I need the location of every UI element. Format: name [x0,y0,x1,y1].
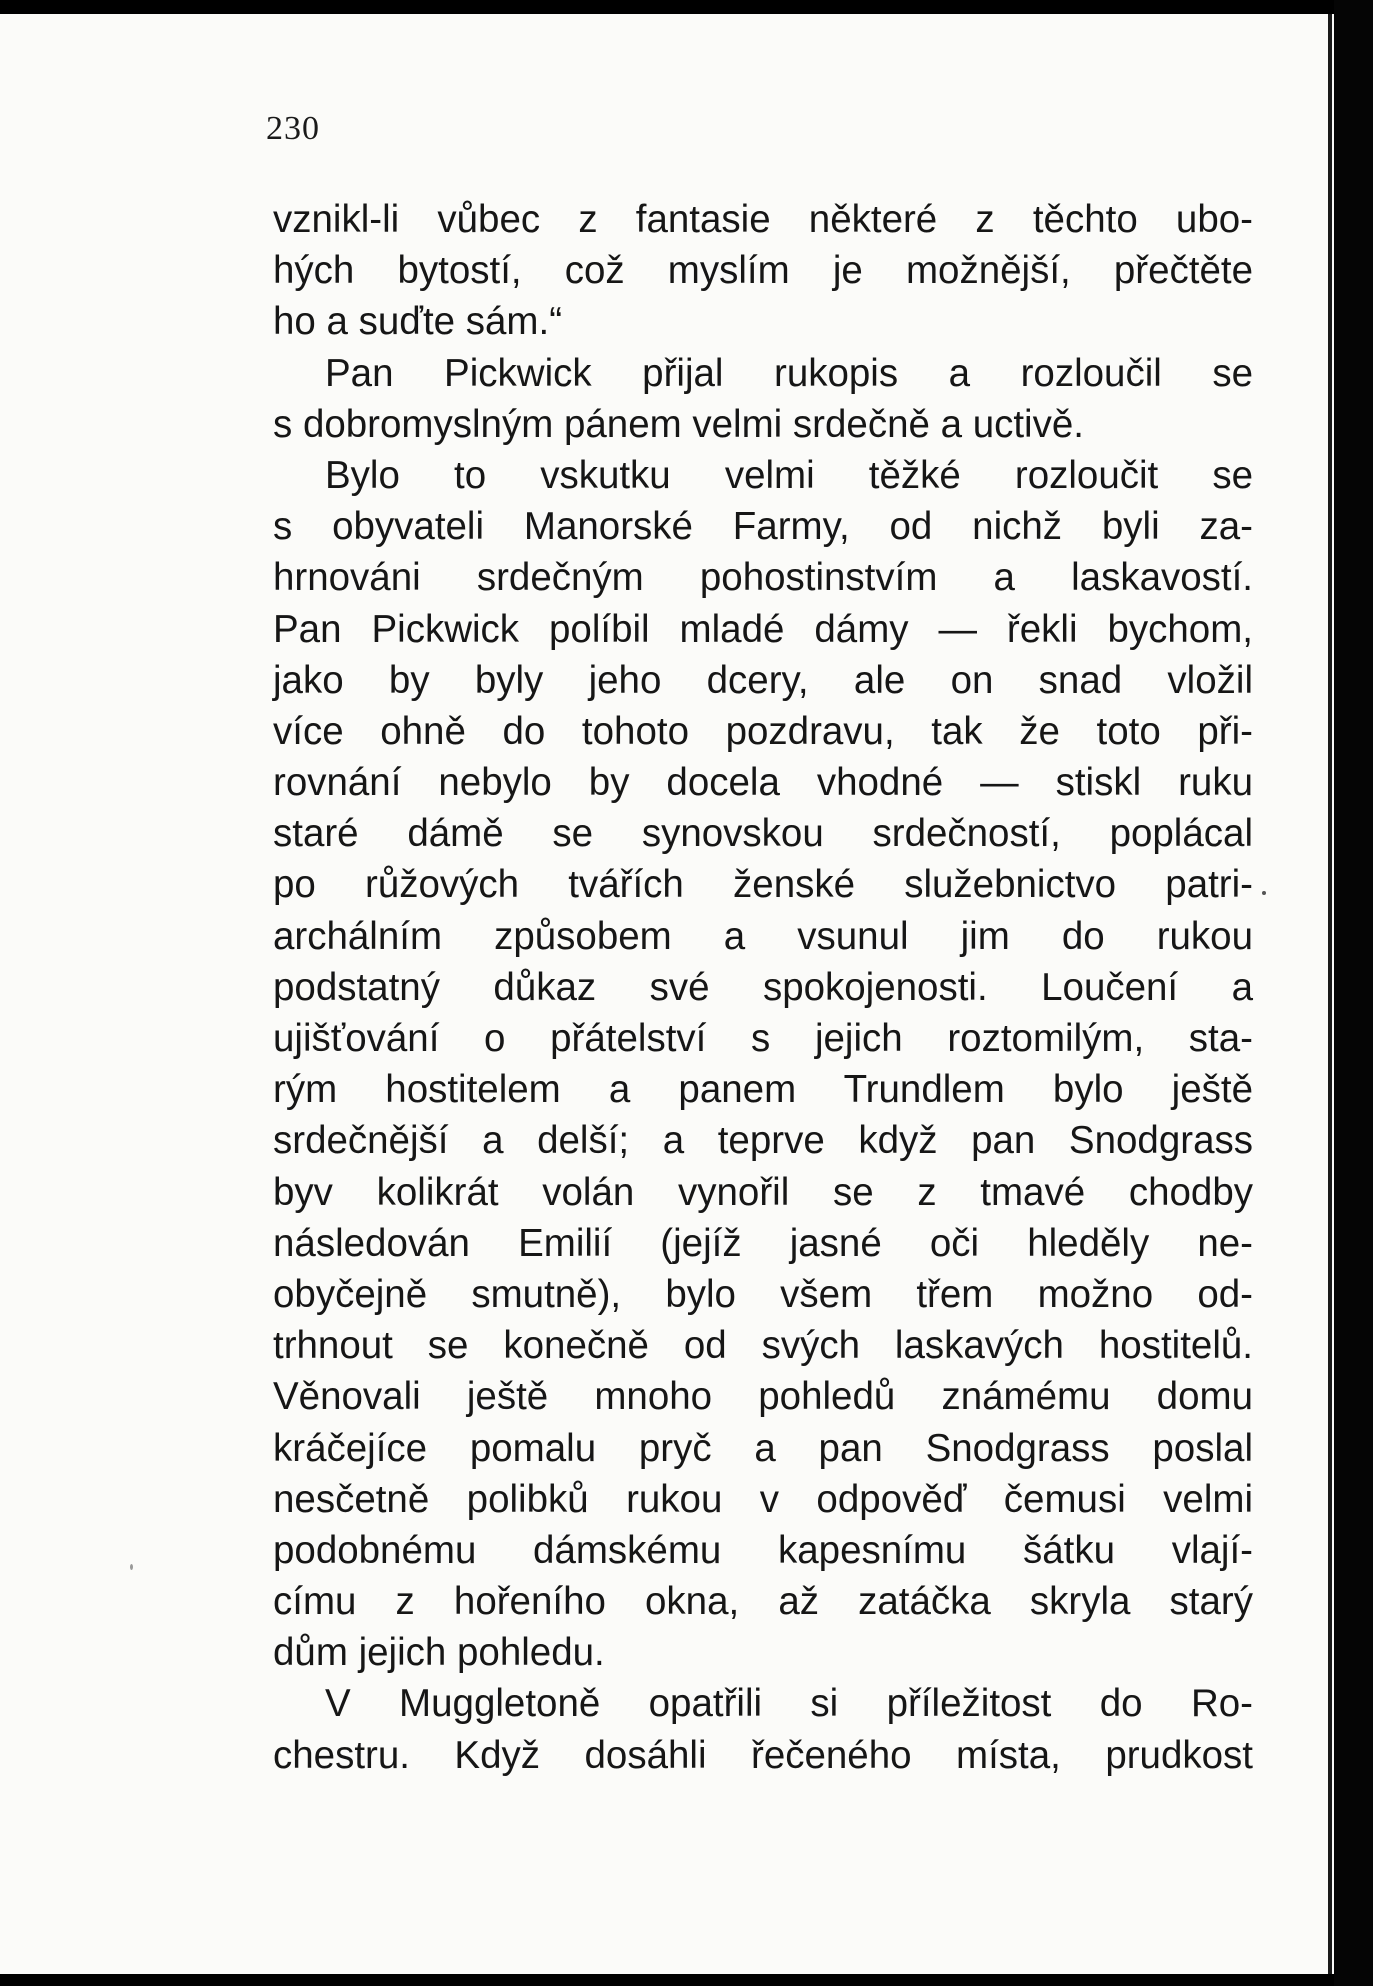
text-line: vznikl-li vůbec z fantasie některé z těchto ubo- [273,198,1253,241]
text-line: podstatný důkaz své spokojenosti. Loučení a [273,965,1253,1009]
text-line: V Muggletoně opatřili si příležitost do Ro- [325,1682,1253,1726]
text-line: Pan Pickwick přijal rukopis a rozloučil se [325,351,1253,395]
text-line: Věnovali ještě mnoho pohledů známému domu [273,1375,1253,1419]
scan-border-top [0,0,1373,14]
text-line: obyčejně smutně), bylo všem třem možno od- [273,1272,1253,1316]
text-line: následován Emilií (jejíž jasné oči hleděly ne- [273,1221,1253,1265]
text-line: dům jejich pohledu. [273,1631,605,1675]
body-text [273,194,1253,1781]
text-line: trhnout se konečně od svých laskavých hostitelů. [273,1324,1253,1368]
page-number: 230 [266,110,320,147]
text-line: podobnému dámskému kapesnímu šátku vlají- [273,1528,1253,1572]
paper-speck [130,1564,133,1570]
text-line: s dobromyslným pánem velmi srdečně a uctivě. [273,402,1084,446]
text-line: rým hostitelem a panem Trundlem bylo ještě [273,1068,1253,1112]
text-line: s obyvateli Manorské Farmy, od nichž byli za- [273,505,1253,549]
text-line: Bylo to vskutku velmi těžké rozloučit se [325,453,1253,497]
text-line: rovnání nebylo by docela vhodné — stiskl ruku [273,761,1253,805]
text-line: címu z hořeního okna, až zatáčka skryla starý [273,1580,1253,1624]
text-line: byv kolikrát volán vynořil se z tmavé chodby [273,1170,1253,1214]
text-line: nesčetně polibků rukou v odpověď čemusi velmi [273,1477,1253,1521]
text-line: ujišťování o přátelství s jejich roztomilým, sta- [273,1017,1253,1060]
text-line: jako by byly jeho dcery, ale on snad vložil [273,658,1253,702]
text-line: staré dámě se synovskou srdečností, poplácal [273,812,1253,856]
text-line: hrnováni srdečným pohostinstvím a laskavostí. [273,556,1253,600]
scan-border-right [1334,0,1373,1986]
text-line: Pan Pickwick políbil mladé dámy — řekli bychom, [273,607,1253,651]
text-line: chestru. Když dosáhli řečeného místa, prudkost [273,1733,1253,1777]
page-edge-line [1328,14,1332,1974]
paper-speck [1262,891,1266,895]
text-line: více ohně do tohoto pozdravu, tak že toto při- [273,709,1253,753]
text-line: po růžových tvářích ženské služebnictvo patri- [273,863,1253,907]
text-line: ho a suďte sám.“ [273,300,563,344]
text-line: hých bytostí, což myslím je možnější, přečtěte [273,249,1253,293]
text-line: srdečnější a delší; a teprve když pan Snodgrass [273,1119,1253,1163]
text-line: kráčejíce pomalu pryč a pan Snodgrass poslal [273,1426,1253,1470]
text-line: archálním způsobem a vsunul jim do rukou [273,914,1253,958]
